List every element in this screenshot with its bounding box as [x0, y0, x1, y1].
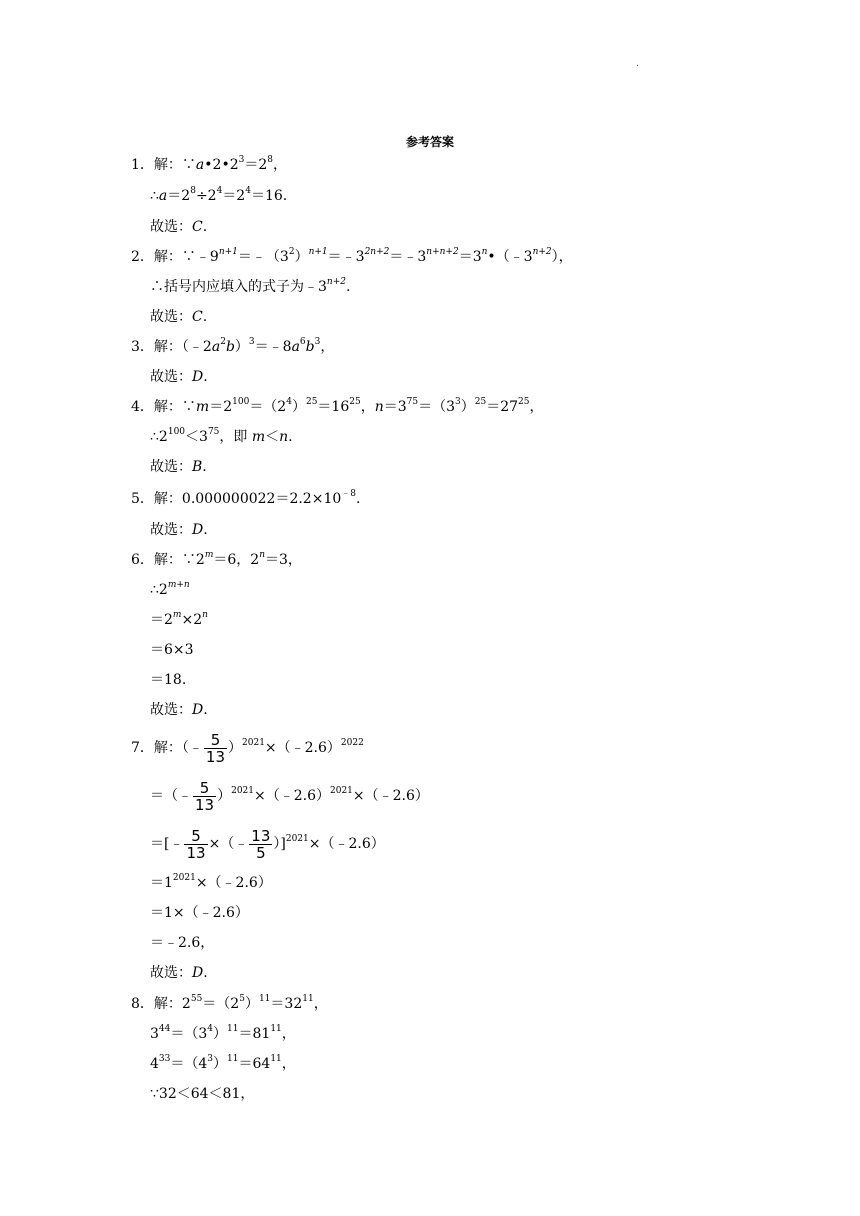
- q2-line2: ∴括号内应填入的式子为$﹣3^{n+2}$.: [150, 277, 351, 295]
- q7-line5: ＝1×（﹣2.6）: [150, 905, 249, 921]
- q7-line2: ＝（﹣ $\frac{5}{13}$ ）$^{2021}$×（﹣2.6）$^{2021}$×（﹣2.6）: [150, 778, 429, 814]
- q6-answer: 故选：D.: [150, 702, 208, 718]
- q7-answer: 故选：D.: [150, 965, 208, 981]
- q6-line1: 6．解：$\because 2^m=6$，$2^n=3$，: [131, 550, 302, 568]
- q8-line4: ∵32＜64＜81，: [150, 1086, 255, 1102]
- q6-line3: $=2^m\times 2^n$: [150, 610, 208, 628]
- q6-line5: ＝18.: [150, 672, 187, 688]
- q2-line1: 2．解：$\because﹣9^{n+1}=﹣(3^2)^{n+1}=﹣3^{2n+2}=﹣3^{n+n+2}=3^n•(﹣3^{n+2})$，: [131, 247, 573, 265]
- q1-answer: 故选：C.: [150, 219, 208, 235]
- q6-line4: ＝6×3: [150, 642, 194, 658]
- q2-answer: 故选：C.: [150, 309, 208, 325]
- q3-line1: 3．解：$(﹣2a^2b)^3=﹣8a^6b^3$，: [131, 337, 335, 355]
- header-dot: .: [636, 58, 640, 69]
- q4-line2: $\therefore 2^{100}<3^{75}$，即 m＜n.: [150, 427, 293, 445]
- q8-line2: $3^{44}=(3^4)^{11}=81^{11}$，: [150, 1024, 296, 1042]
- q1-line1: 1．解：$\because a•2•2^3=2^8$，: [131, 155, 288, 173]
- fraction-5-13: $\frac{5}{13}$: [205, 730, 226, 766]
- q7-line4: $=1^{2021}\times(﹣2.6)$: [150, 873, 272, 891]
- q4-answer: 故选：B.: [150, 459, 207, 475]
- q4-line1: 4．解：$\because m=2^{100}=(2^4)^{25}=16^{25}$，$n=3^{75}=(3^3)^{25}=27^{25}$，: [131, 397, 544, 415]
- q8-line1: 8．解：$2^{55}=(2^5)^{11}=32^{11}$，: [131, 994, 328, 1012]
- q1-line2: $\therefore a=2^8\div 2^4=2^4=16$.: [150, 186, 288, 204]
- q7-line3: ＝[﹣ $\frac{5}{13}$ ×（﹣ $\frac{13}{5}$ ）]$^{2021}$×（﹣2.6）: [150, 826, 385, 862]
- fraction-5-13: $\frac{5}{13}$: [195, 778, 215, 814]
- q5-line1: 5．解：$0.000000022=2.2\times 10^{﹣8}$.: [131, 489, 361, 507]
- q6-line2: $\therefore 2^{m+n}$: [150, 580, 190, 598]
- q7-line6: ＝﹣2.6，: [150, 935, 215, 951]
- q7-line1: 7．解：（﹣ $\frac{5}{13}$ ）$^{2021}$×（﹣2.6）$^{2022}$: [131, 730, 364, 766]
- page-title: 参考答案: [405, 135, 454, 149]
- fraction-13-5: $\frac{13}{5}$: [251, 826, 271, 862]
- fraction-5-13: $\frac{5}{13}$: [186, 826, 206, 862]
- q8-line3: $4^{33}=(4^3)^{11}=64^{11}$，: [150, 1054, 296, 1072]
- q5-answer: 故选：D.: [150, 522, 208, 538]
- q3-answer: 故选：D.: [150, 369, 208, 385]
